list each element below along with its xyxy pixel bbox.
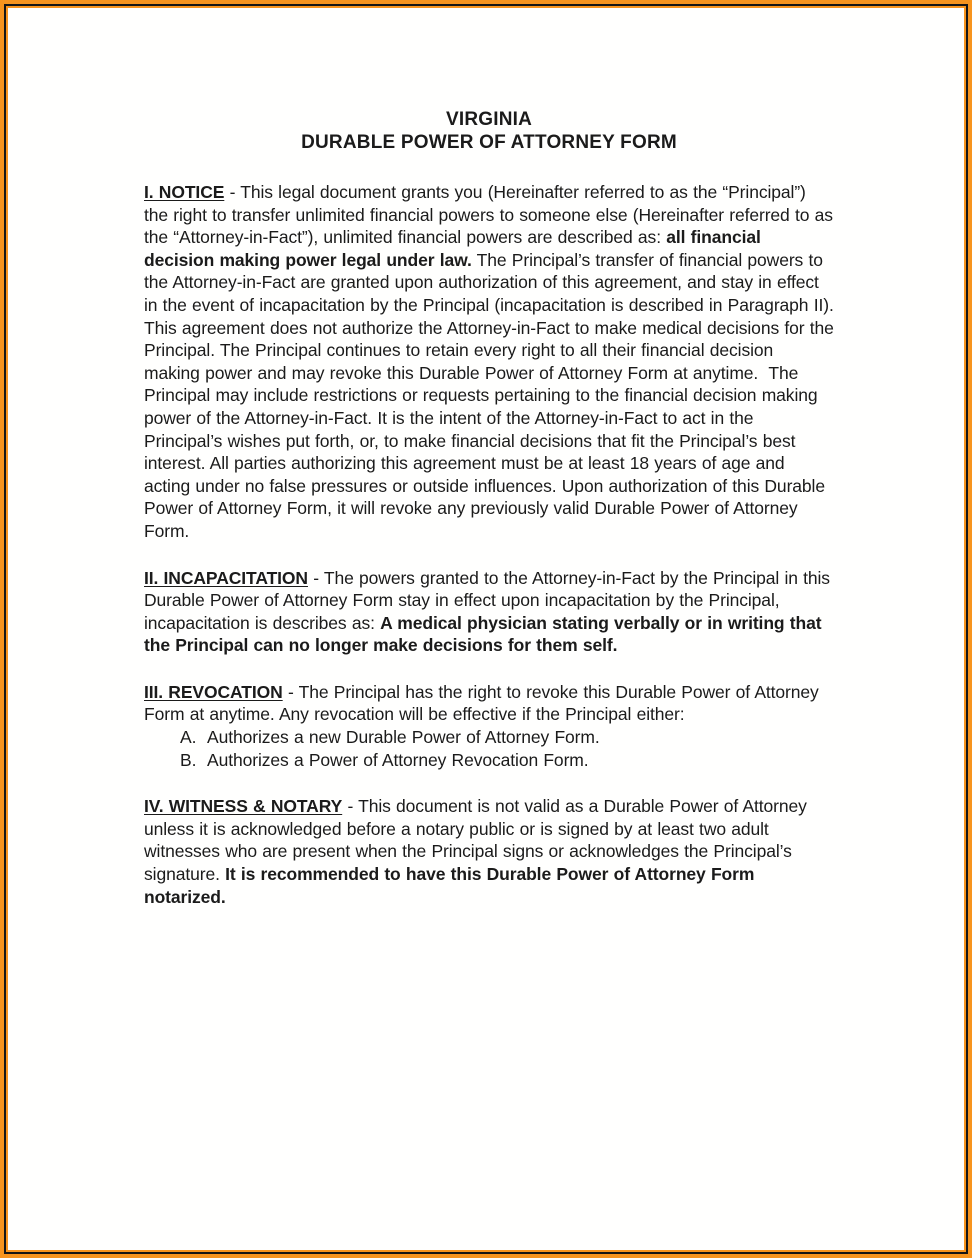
section-witness-notary bbox=[144, 795, 834, 908]
emphasis-text: It is recommended to have this Durable Power of Attorney Form notarized. bbox=[144, 864, 755, 907]
list-item bbox=[144, 726, 834, 749]
body-text: - The Principal has the right to revoke this Durable Power of Attorney Form at anytime. Any revocation will be effective if the Principal either: bbox=[144, 681, 819, 725]
title-state-line: VIRGINIA bbox=[445, 109, 533, 130]
section-heading: III. REVOCATION bbox=[144, 681, 283, 702]
section-incapacitation bbox=[144, 567, 834, 657]
page-border-black bbox=[4, 4, 968, 1254]
list-item-text: Authorizes a Power of Attorney Revocation Form. bbox=[207, 749, 589, 770]
body-text: The Principal’s transfer of financial powers to the Attorney-in-Fact are granted upon authorization of this agreement, and stay in effect in the event of incapacitation by the Principal (incapacitation is described in Paragraph II). This agreement does not authorize the Attorney-in-Fact to make medical decisions for the Principal. The Principal continues to retain every right to all their financial decision making power and may revoke this Durable Power of Attorney Form at anytime. The Principal may include restrictions or requests pertaining to the financial decision making power of the Attorney-in-Fact. It is the intent of the Attorney-in-Fact to act in the Principal’s wishes put forth, or, to make financial decisions that fit the Principal’s best interest. All parties authorizing this agreement must be at least 18 years of age and acting under no false pressures or outside influences. Upon authorization of this Durable Power of Attorney Form, it will revoke any previously valid Durable Power of Attorney Form. bbox=[144, 249, 834, 541]
list-item-label: B. bbox=[180, 749, 197, 770]
document-title bbox=[144, 108, 834, 154]
page-border-orange-inner bbox=[6, 6, 966, 1252]
document-page bbox=[8, 8, 964, 1250]
section-revocation bbox=[144, 681, 834, 771]
section-notice bbox=[144, 181, 834, 543]
emphasis-text: A medical physician stating verbally or in writing that the Principal can no longer make decisions for them self. bbox=[144, 612, 822, 656]
body-text: - This legal document grants you (Hereinafter referred to as the “Principal”) the right to transfer unlimited financial powers to someone else (Hereinafter referred to as the “Attorney-in-Fact”), unlimited financial powers are described as: bbox=[144, 182, 833, 248]
body-text: - The powers granted to the Attorney-in-Fact by the Principal in this Durable Power of Attorney Form stay in effect upon incapacitation by the Principal, incapacitation is describes as: bbox=[144, 567, 830, 633]
body-text: - This document is not valid as a Durable Power of Attorney unless it is acknowledged before a notary public or is signed by at least two adult witnesses who are present when the Principal signs or acknowledges the Principal’s signature. bbox=[144, 796, 807, 885]
emphasis-text: all financial decision making power legal under law. bbox=[144, 227, 761, 270]
list-item bbox=[144, 749, 834, 772]
list-item-label: A. bbox=[180, 727, 197, 748]
section-heading: I. NOTICE bbox=[144, 182, 225, 202]
list-item-text: Authorizes a new Durable Power of Attorney Form. bbox=[207, 727, 600, 748]
title-form-name-line: DURABLE POWER OF ATTORNEY FORM bbox=[301, 132, 677, 153]
section-heading: II. INCAPACITATION bbox=[144, 567, 308, 588]
section-heading: IV. WITNESS & NOTARY bbox=[144, 796, 343, 817]
document-sections bbox=[144, 181, 834, 908]
